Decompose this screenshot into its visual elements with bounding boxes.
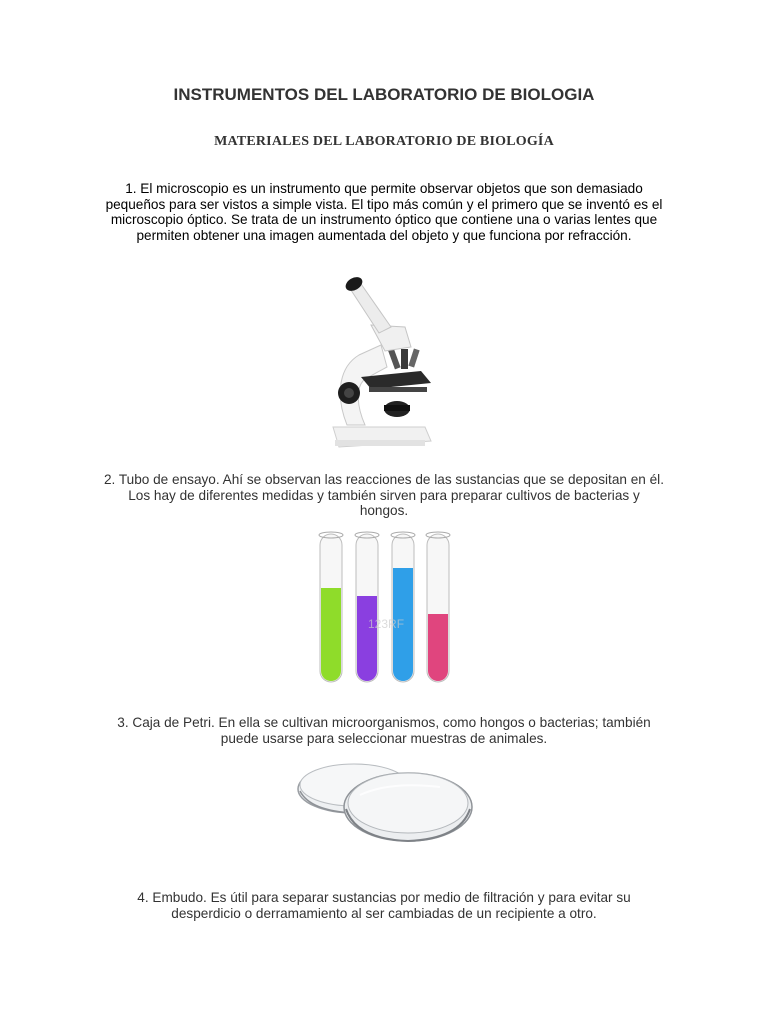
- test-tube-green: [319, 532, 343, 682]
- test-tube-blue: [391, 532, 415, 682]
- microscope-illustration: [325, 275, 437, 455]
- document-subtitle: MATERIALES DEL LABORATORIO DE BIOLOGÍA: [214, 134, 554, 149]
- watermark-text: 123RF: [368, 617, 405, 631]
- test-tube-pink: [426, 532, 450, 682]
- item-microscope-text: 1. El microscopio es un instrumento que permite observar objetos que son demasiado pequeños para ser vistos a simple vista. El tipo más común y el primero que se inventó es el microscopio óptico. Se trata de un instrumento óptico que contiene una o varias lentes que permiten obtener una imagen aumentada del objeto y que funciona por refracción.: [105, 181, 663, 243]
- document-title: INSTRUMENTOS DEL LABORATORIO DE BIOLOGIA: [173, 85, 595, 104]
- test-tubes-illustration: [310, 528, 460, 690]
- item-petri-dish-text: 3. Caja de Petri. En ella se cultivan microorganismos, como hongos o bacterias; también puede usarse para seleccionar muestras de animales.: [117, 715, 651, 746]
- petri-dish-illustration: [290, 755, 480, 855]
- item-funnel-text: 4. Embudo. Es útil para separar sustancias por medio de filtración y para evitar su desperdicio o derramamiento al ser cambiadas de un recipiente a otro.: [137, 890, 631, 921]
- item-test-tube-text: 2. Tubo de ensayo. Ahí se observan las reacciones de las sustancias que se depositan en él. Los hay de diferentes medidas y también sirven para preparar cultivos de bacterias y hongos.: [104, 472, 664, 519]
- test-tube-purple: [355, 532, 379, 682]
- petri-dish-base: [344, 773, 472, 841]
